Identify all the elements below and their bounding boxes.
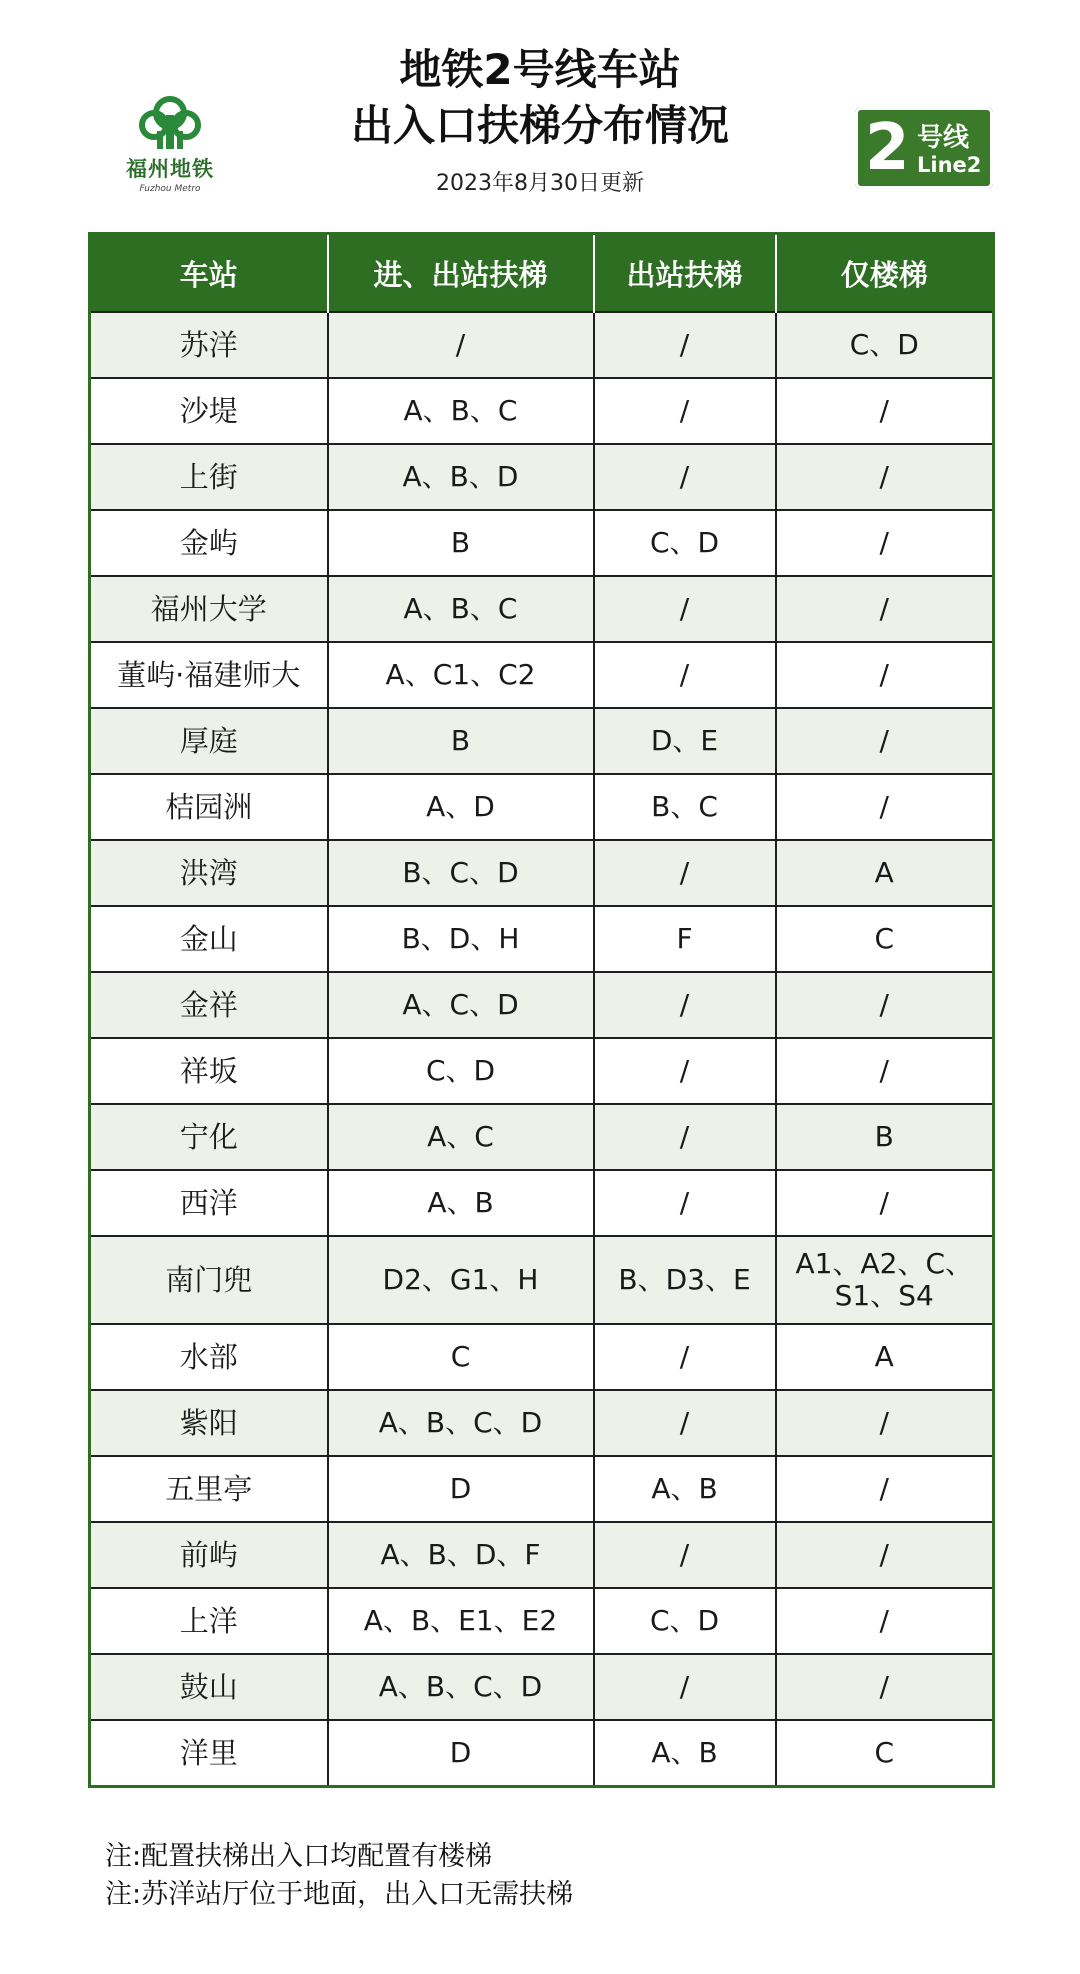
exit-escalator-cell: /	[594, 1324, 776, 1390]
in-out-escalator-cell: A、B、C	[328, 576, 594, 642]
stairs-only-cell: /	[776, 510, 994, 576]
stairs-only-cell: /	[776, 774, 994, 840]
exit-escalator-cell: /	[594, 642, 776, 708]
footnote: 注:苏洋站厅位于地面，出入口无需扶梯	[105, 1879, 574, 1910]
station-name: 西洋	[90, 1170, 328, 1236]
stairs-only-cell: C	[776, 1720, 994, 1787]
table-row	[90, 1588, 994, 1654]
stairs-only-cell: B	[776, 1104, 994, 1170]
stairs-only-cell: /	[776, 576, 994, 642]
stairs-only-cell: C	[776, 906, 994, 972]
page-header	[0, 0, 1080, 225]
exit-escalator-cell: /	[594, 444, 776, 510]
table-row	[90, 1104, 994, 1170]
line-label-cn: 号线	[917, 123, 970, 153]
station-name: 董屿·福建师大	[90, 642, 328, 708]
table-row	[90, 642, 994, 708]
stairs-only-cell: /	[776, 1588, 994, 1654]
in-out-escalator-cell: /	[328, 312, 594, 378]
exit-escalator-cell: /	[594, 1038, 776, 1104]
table-row	[90, 1236, 994, 1324]
footnotes	[105, 1838, 573, 1914]
in-out-escalator-cell: A、B、D	[328, 444, 594, 510]
exit-escalator-cell: /	[594, 1654, 776, 1720]
footnote: 注:配置扶梯出入口均配置有楼梯	[105, 1841, 493, 1872]
exit-escalator-cell: /	[594, 1390, 776, 1456]
stairs-only-cell: /	[776, 378, 994, 444]
escalator-table-wrapper	[88, 232, 992, 1788]
table-row	[90, 378, 994, 444]
column-header-in-out-escalator: 进、出站扶梯	[328, 234, 594, 313]
logo-name-en: Fuzhou Metro	[139, 184, 201, 194]
in-out-escalator-cell: A、B、C、D	[328, 1654, 594, 1720]
exit-escalator-cell: /	[594, 1104, 776, 1170]
table-row	[90, 972, 994, 1038]
column-header-station: 车站	[90, 234, 328, 313]
stairs-only-cell: /	[776, 1038, 994, 1104]
station-name: 前屿	[90, 1522, 328, 1588]
stairs-only-cell: /	[776, 1456, 994, 1522]
in-out-escalator-cell: A、B	[328, 1170, 594, 1236]
table-row	[90, 708, 994, 774]
exit-escalator-cell: /	[594, 840, 776, 906]
exit-escalator-cell: D、E	[594, 708, 776, 774]
table-row	[90, 1170, 994, 1236]
in-out-escalator-cell: A、B、D、F	[328, 1522, 594, 1588]
in-out-escalator-cell: C、D	[328, 1038, 594, 1104]
table-row	[90, 1720, 994, 1787]
in-out-escalator-cell: D	[328, 1720, 594, 1787]
metro-tree-logo-icon	[135, 95, 205, 151]
stairs-only-cell: /	[776, 708, 994, 774]
station-name: 上洋	[90, 1588, 328, 1654]
stairs-only-cell: A	[776, 840, 994, 906]
table-row	[90, 510, 994, 576]
in-out-escalator-cell: A、D	[328, 774, 594, 840]
exit-escalator-cell: /	[594, 378, 776, 444]
table-row	[90, 312, 994, 378]
table-row	[90, 1456, 994, 1522]
line-number: 2	[865, 111, 910, 185]
in-out-escalator-cell: A、C1、C2	[328, 642, 594, 708]
stairs-only-cell: /	[776, 1522, 994, 1588]
page-title	[290, 42, 790, 197]
exit-escalator-cell: /	[594, 972, 776, 1038]
in-out-escalator-cell: D2、G1、H	[328, 1236, 594, 1324]
stairs-only-cell: C、D	[776, 312, 994, 378]
station-name: 金祥	[90, 972, 328, 1038]
logo-name-cn: 福州地铁	[126, 157, 214, 181]
station-name: 金屿	[90, 510, 328, 576]
in-out-escalator-cell: B	[328, 708, 594, 774]
station-name: 苏洋	[90, 312, 328, 378]
station-name: 祥坂	[90, 1038, 328, 1104]
column-header-stairs-only: 仅楼梯	[776, 234, 994, 313]
station-name: 洋里	[90, 1720, 328, 1787]
line-label-en: Line2	[917, 153, 982, 177]
table-row	[90, 1390, 994, 1456]
column-header-exit-escalator: 出站扶梯	[594, 234, 776, 313]
exit-escalator-cell: /	[594, 1522, 776, 1588]
station-name: 紫阳	[90, 1390, 328, 1456]
stairs-only-cell: /	[776, 642, 994, 708]
in-out-escalator-cell: A、C、D	[328, 972, 594, 1038]
station-name: 宁化	[90, 1104, 328, 1170]
station-name: 厚庭	[90, 708, 328, 774]
in-out-escalator-cell: B	[328, 510, 594, 576]
stairs-only-cell: /	[776, 972, 994, 1038]
station-name: 沙堤	[90, 378, 328, 444]
station-name: 桔园洲	[90, 774, 328, 840]
title-line-1: 地铁2号线车站	[399, 45, 681, 94]
update-date: 2023年8月30日更新	[436, 171, 644, 196]
stairs-only-cell: /	[776, 1390, 994, 1456]
station-name: 水部	[90, 1324, 328, 1390]
in-out-escalator-cell: A、B、C、D	[328, 1390, 594, 1456]
exit-escalator-cell: B、C	[594, 774, 776, 840]
stairs-only-cell: A	[776, 1324, 994, 1390]
exit-escalator-cell: C、D	[594, 1588, 776, 1654]
table-row	[90, 1324, 994, 1390]
table-row	[90, 576, 994, 642]
table-row	[90, 774, 994, 840]
in-out-escalator-cell: A、C	[328, 1104, 594, 1170]
line-2-badge	[855, 107, 993, 189]
table-row	[90, 444, 994, 510]
station-name: 福州大学	[90, 576, 328, 642]
stairs-only-cell: /	[776, 1170, 994, 1236]
table-row	[90, 906, 994, 972]
exit-escalator-cell: A、B	[594, 1720, 776, 1787]
exit-escalator-cell: /	[594, 1170, 776, 1236]
table-row	[90, 1522, 994, 1588]
exit-escalator-cell: /	[594, 312, 776, 378]
in-out-escalator-cell: C	[328, 1324, 594, 1390]
in-out-escalator-cell: A、B、E1、E2	[328, 1588, 594, 1654]
stairs-only-cell: A1、A2、C、S1、S4	[776, 1236, 994, 1324]
table-row	[90, 1038, 994, 1104]
in-out-escalator-cell: B、D、H	[328, 906, 594, 972]
fuzhou-metro-logo	[110, 95, 230, 205]
table-header-row	[90, 234, 994, 313]
exit-escalator-cell: /	[594, 576, 776, 642]
station-name: 南门兜	[90, 1236, 328, 1324]
exit-escalator-cell: C、D	[594, 510, 776, 576]
exit-escalator-cell: A、B	[594, 1456, 776, 1522]
station-name: 金山	[90, 906, 328, 972]
table-row	[90, 840, 994, 906]
station-name: 鼓山	[90, 1654, 328, 1720]
table-row	[90, 1654, 994, 1720]
exit-escalator-cell: B、D3、E	[594, 1236, 776, 1324]
stairs-only-cell: /	[776, 1654, 994, 1720]
station-name: 洪湾	[90, 840, 328, 906]
station-name: 上街	[90, 444, 328, 510]
exit-escalator-cell: F	[594, 906, 776, 972]
station-name: 五里亭	[90, 1456, 328, 1522]
in-out-escalator-cell: A、B、C	[328, 378, 594, 444]
stairs-only-cell: /	[776, 444, 994, 510]
in-out-escalator-cell: D	[328, 1456, 594, 1522]
title-line-2: 出入口扶梯分布情况	[350, 101, 729, 150]
in-out-escalator-cell: B、C、D	[328, 840, 594, 906]
escalator-table	[88, 232, 995, 1788]
